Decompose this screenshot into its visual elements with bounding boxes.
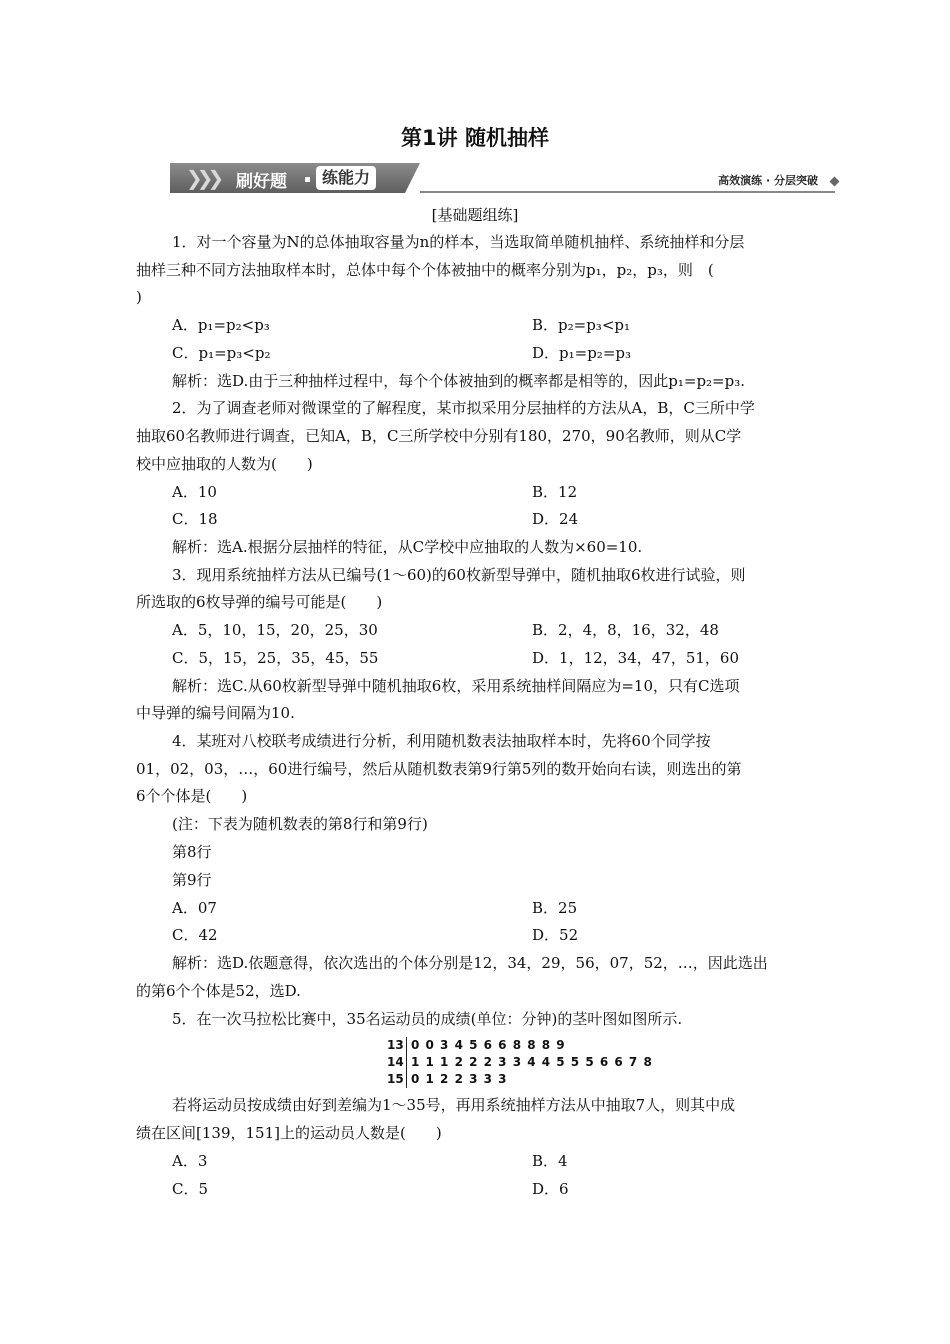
option-d: D．1，12，34，47，51，60: [532, 649, 740, 667]
banner-right-label: 高效演练 · 分层突破: [718, 174, 818, 187]
question-1-text: 抽样三种不同方法抽取样本时，总体中每个个体被抽中的概率分别为p₁，p₂，p₃，则 (: [136, 261, 714, 279]
option-c: C．42: [172, 926, 218, 944]
question-2-text: 2．为了调查老师对微课堂的了解程度，某市拟采用分层抽样的方法从A，B，C三所中学: [172, 399, 755, 417]
question-2-text: 抽取60名教师进行调查，已知A，B，C三所学校中分别有180，270，90名教师，则从C学: [136, 427, 742, 445]
answer-explanation: 解析：选D.依题意得，依次选出的个体分别是12，34，29，56，07，52，…，因此选出: [172, 954, 768, 972]
table-row-label: 第9行: [172, 871, 212, 889]
diamond-icon: [830, 177, 840, 187]
question-5-text: 若将运动员按成绩由好到差编为1～35号，再用系统抽样方法从中抽取7人，则其中成: [172, 1096, 736, 1114]
option-c: C．p₁=p₃<p₂: [172, 344, 271, 362]
option-a: A．p₁=p₂<p₃: [172, 316, 270, 334]
option-b: B．2，4，8，16，32，48: [532, 621, 719, 639]
page-title: 第1讲 随机抽样: [401, 126, 549, 150]
option-d: D．52: [532, 926, 579, 944]
option-b: B．4: [532, 1152, 568, 1170]
option-b: B．12: [532, 483, 578, 501]
table-row-label: 第8行: [172, 843, 212, 861]
option-a: A．07: [172, 899, 217, 917]
chevron-right-icon: ❯❯❯: [186, 166, 219, 190]
question-5-text: 5．在一次马拉松比赛中，35名运动员的成绩(单位：分钟)的茎叶图如图所示.: [172, 1010, 683, 1028]
stem-leaf-row: [387, 1054, 653, 1071]
stem-value: 14: [387, 1054, 407, 1071]
answer-explanation: 解析：选D.由于三种抽样过程中，每个个体被抽到的概率都是相等的，因此p₁=p₂=p₃.: [172, 372, 746, 390]
stem-leaf-plot: [387, 1037, 653, 1088]
question-4-text: 4．某班对八校联考成绩进行分析，利用随机数表法抽取样本时，先将60个同学按: [172, 732, 711, 750]
section-heading: [基础题组练]: [431, 206, 519, 224]
option-d: D．6: [532, 1180, 569, 1198]
answer-explanation: 中导弹的编号间隔为10.: [136, 704, 295, 722]
option-a: A．5，10，15，20，25，30: [172, 621, 378, 639]
banner-rule: [420, 191, 835, 193]
option-d: D．24: [532, 510, 579, 528]
option-b: B．25: [532, 899, 578, 917]
banner-dot: [305, 177, 310, 182]
section-banner: [170, 163, 840, 195]
answer-explanation: 解析：选C.从60枚新型导弹中随机抽取6枚，采用系统抽样间隔应为=10，只有C选项: [172, 677, 740, 695]
option-c: C．5，15，25，35，45，55: [172, 649, 379, 667]
question-4-note: (注：下表为随机数表的第8行和第9行): [172, 815, 428, 833]
stem-leaf-row: [387, 1037, 653, 1054]
question-3-text: 3．现用系统抽样方法从已编号(1～60)的60枚新型导弹中，随机抽取6枚进行试验，则: [172, 566, 746, 584]
option-d: D．p₁=p₂=p₃: [532, 344, 632, 362]
stem-leaf-row: [387, 1071, 653, 1088]
answer-explanation: 的第6个个体是52，选D.: [136, 982, 301, 1000]
stem-value: 15: [387, 1071, 407, 1088]
leaf-values: 0 0 3 4 5 6 6 8 8 8 9: [411, 1038, 566, 1052]
banner-sub-label: 练能力: [316, 166, 376, 190]
stem-value: 13: [387, 1037, 407, 1054]
option-a: A．3: [172, 1152, 208, 1170]
question-1-text: ): [136, 288, 142, 306]
answer-explanation: 解析：选A.根据分层抽样的特征，从C学校中应抽取的人数为×60=10.: [172, 538, 643, 556]
question-3-text: 所选取的6枚导弹的编号可能是( ): [136, 593, 383, 611]
question-5-text: 绩在区间[139，151]上的运动员人数是( ): [136, 1124, 442, 1142]
question-4-text: 01，02，03，…，60进行编号，然后从随机数表第9行第5列的数开始向右读，则选出的第: [136, 760, 742, 778]
question-1-text: 1．对一个容量为N的总体抽取容量为n的样本，当选取简单随机抽样、系统抽样和分层: [172, 233, 745, 251]
question-4-text: 6个个体是( ): [136, 787, 248, 805]
leaf-values: 0 1 2 2 3 3 3: [411, 1072, 508, 1086]
banner-label: 刷好题: [236, 172, 287, 192]
option-b: B．p₂=p₃<p₁: [532, 316, 631, 334]
option-c: C．18: [172, 510, 218, 528]
question-2-text: 校中应抽取的人数为( ): [136, 455, 313, 473]
option-c: C．5: [172, 1180, 209, 1198]
option-a: A．10: [172, 483, 217, 501]
leaf-values: 1 1 1 2 2 2 3 3 4 4 5 5 5 6 6 7 8: [411, 1055, 653, 1069]
